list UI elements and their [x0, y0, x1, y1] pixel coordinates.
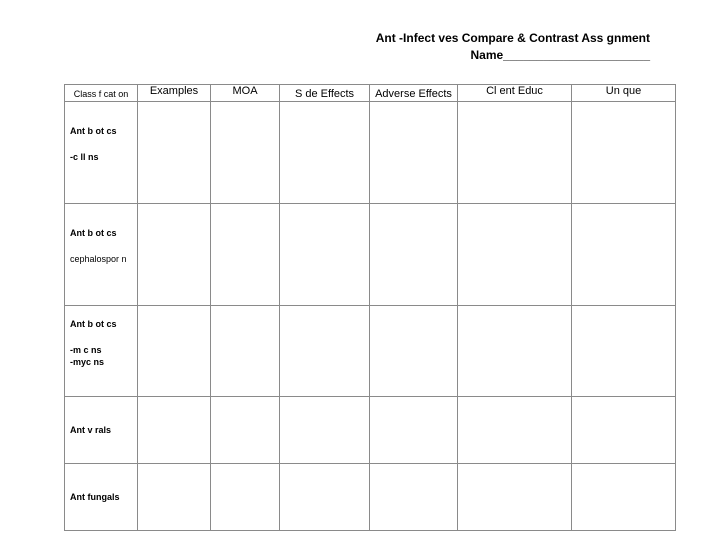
- cell-examples[interactable]: [138, 204, 211, 306]
- row-label-penicillins: Ant b ot cs -c ll ns: [65, 102, 138, 204]
- cell-unique[interactable]: [572, 306, 676, 397]
- column-header-unique: Un que: [572, 85, 676, 102]
- compare-contrast-table: [64, 84, 676, 531]
- cell-client-education[interactable]: [458, 464, 572, 531]
- cell-adverse-effects[interactable]: [370, 397, 458, 464]
- column-header-side-effects: S de Effects: [280, 85, 370, 102]
- table-row: [65, 397, 676, 464]
- cell-adverse-effects[interactable]: [370, 464, 458, 531]
- table-header-row: [65, 85, 676, 102]
- column-header-client-education: Cl ent Educ: [458, 85, 572, 102]
- cell-unique[interactable]: [572, 397, 676, 464]
- column-header-examples: Examples: [138, 85, 211, 102]
- cell-side-effects[interactable]: [280, 102, 370, 204]
- cell-moa[interactable]: [211, 464, 280, 531]
- cell-examples[interactable]: [138, 397, 211, 464]
- cell-moa[interactable]: [211, 204, 280, 306]
- assignment-title: Ant -Infect ves Compare & Contrast Ass gnment: [375, 31, 650, 45]
- cell-client-education[interactable]: [458, 397, 572, 464]
- cell-examples[interactable]: [138, 102, 211, 204]
- cell-examples[interactable]: [138, 464, 211, 531]
- cell-moa[interactable]: [211, 102, 280, 204]
- cell-side-effects[interactable]: [280, 204, 370, 306]
- assignment-header: [376, 30, 650, 64]
- table-row: [65, 102, 676, 204]
- cell-adverse-effects[interactable]: [370, 102, 458, 204]
- row-label-antifungals: Ant fungals: [65, 464, 138, 531]
- cell-adverse-effects[interactable]: [370, 306, 458, 397]
- cell-client-education[interactable]: [458, 102, 572, 204]
- cell-moa[interactable]: [211, 306, 280, 397]
- cell-side-effects[interactable]: [280, 464, 370, 531]
- row-label-cephalosporins: Ant b ot cs cephalospor n: [65, 204, 138, 306]
- cell-unique[interactable]: [572, 102, 676, 204]
- cell-client-education[interactable]: [458, 204, 572, 306]
- cell-client-education[interactable]: [458, 306, 572, 397]
- column-header-classification: Class f cat on: [65, 85, 138, 102]
- cell-unique[interactable]: [572, 204, 676, 306]
- cell-moa[interactable]: [211, 397, 280, 464]
- cell-examples[interactable]: [138, 306, 211, 397]
- row-label-mycins: Ant b ot cs -m c ns -myc ns: [65, 306, 138, 397]
- cell-adverse-effects[interactable]: [370, 204, 458, 306]
- cell-side-effects[interactable]: [280, 397, 370, 464]
- row-label-antivirals: Ant v rals: [65, 397, 138, 464]
- cell-side-effects[interactable]: [280, 306, 370, 397]
- table-row: [65, 306, 676, 397]
- table-row: [65, 464, 676, 531]
- cell-unique[interactable]: [572, 464, 676, 531]
- column-header-moa: MOA: [211, 85, 280, 102]
- name-line: Name______________________: [470, 48, 650, 62]
- table-row: [65, 204, 676, 306]
- column-header-adverse-effects: Adverse Effects: [370, 85, 458, 102]
